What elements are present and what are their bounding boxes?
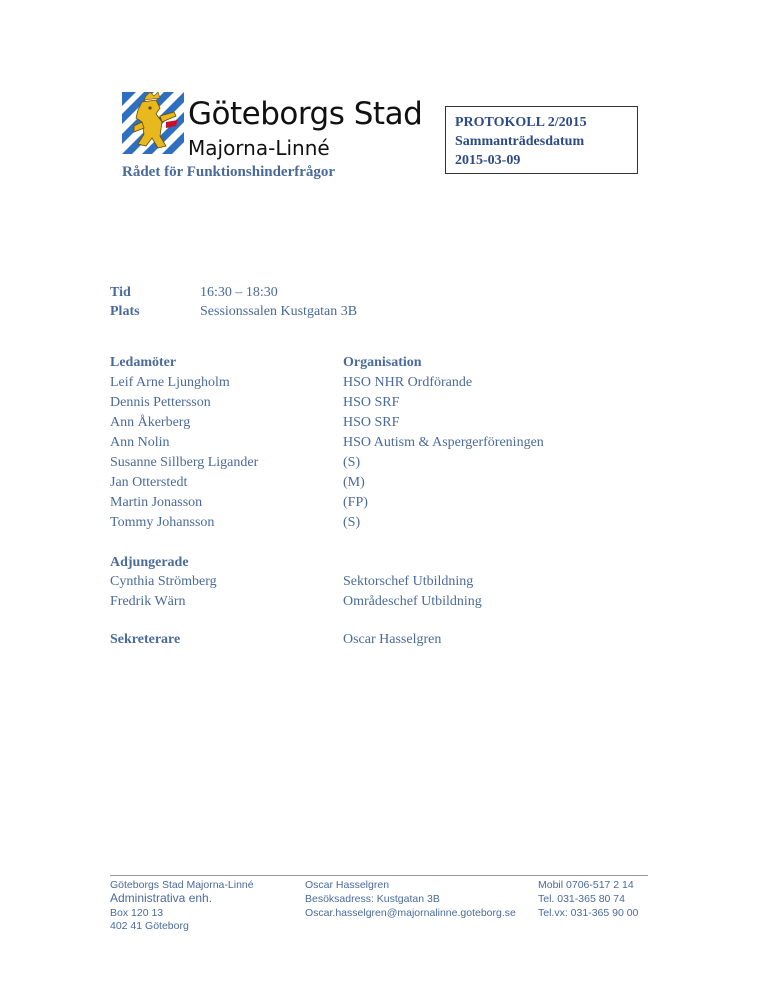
footer-org: Göteborgs Stad Majorna-Linné (110, 879, 254, 891)
member-org: (FP) (343, 495, 368, 510)
lion-emblem-icon (122, 92, 184, 154)
place-value: Sessionssalen Kustgatan 3B (200, 304, 358, 319)
time-label: Tid (110, 285, 131, 300)
member-org: (S) (343, 515, 361, 530)
organisation-header: Organisation (343, 355, 422, 370)
council-name: Rådet för Funktionshinderfrågor (122, 164, 336, 180)
protocol-number: PROTOKOLL 2/2015 (455, 115, 587, 130)
adjunct-role: Sektorschef Utbildning (343, 574, 474, 589)
member-org: (M) (343, 475, 365, 490)
member-name: Leif Arne Ljungholm (110, 375, 230, 390)
footer-city: 402 41 Göteborg (110, 920, 189, 932)
secretary-label: Sekreterare (110, 632, 181, 647)
adjunct-role: Områdeschef Utbildning (343, 594, 482, 609)
member-name: Martin Jonasson (110, 495, 203, 510)
place-label: Plats (110, 304, 140, 319)
member-name: Jan Otterstedt (110, 475, 188, 490)
time-value: 16:30 – 18:30 (200, 285, 278, 300)
footer-mobile: Mobil 0706-517 2 14 (538, 879, 634, 891)
member-name: Ann Åkerberg (110, 415, 191, 430)
member-org: HSO NHR Ordförande (343, 375, 473, 390)
protocol-box (445, 106, 638, 174)
member-name: Dennis Pettersson (110, 395, 211, 410)
member-org: HSO SRF (343, 395, 400, 410)
protocol-date: 2015-03-09 (455, 153, 521, 168)
secretary-name: Oscar Hasselgren (343, 632, 442, 647)
member-name: Susanne Sillberg Ligander (110, 455, 259, 470)
member-org: (S) (343, 455, 361, 470)
footer-phone: Tel. 031-365 80 74 (538, 893, 625, 905)
footer-divider (110, 875, 648, 876)
adjunct-header: Adjungerade (110, 555, 189, 570)
adjunct-name: Cynthia Strömberg (110, 574, 217, 589)
org-name: Göteborgs Stad (188, 96, 423, 132)
district-name: Majorna-Linné (188, 136, 330, 160)
member-name: Ann Nolin (110, 435, 170, 450)
member-org: HSO Autism & Aspergerföreningen (343, 435, 544, 450)
member-org: HSO SRF (343, 415, 400, 430)
footer-email[interactable]: Oscar.hasselgren@majornalinne.goteborg.se (305, 907, 516, 919)
protocol-date-label: Sammanträdesdatum (455, 134, 585, 149)
logo (122, 92, 423, 184)
footer-box: Box 120 13 (110, 907, 164, 919)
footer-contact-name: Oscar Hasselgren (305, 879, 390, 891)
footer-switchboard: Tel.vx: 031-365 90 00 (538, 907, 639, 919)
footer-unit: Administrativa enh. (110, 891, 213, 905)
members-header: Ledamöter (110, 355, 177, 370)
footer-visit-address: Besöksadress: Kustgatan 3B (305, 893, 440, 905)
member-name: Tommy Johansson (110, 515, 215, 530)
adjunct-name: Fredrik Wärn (110, 594, 186, 609)
